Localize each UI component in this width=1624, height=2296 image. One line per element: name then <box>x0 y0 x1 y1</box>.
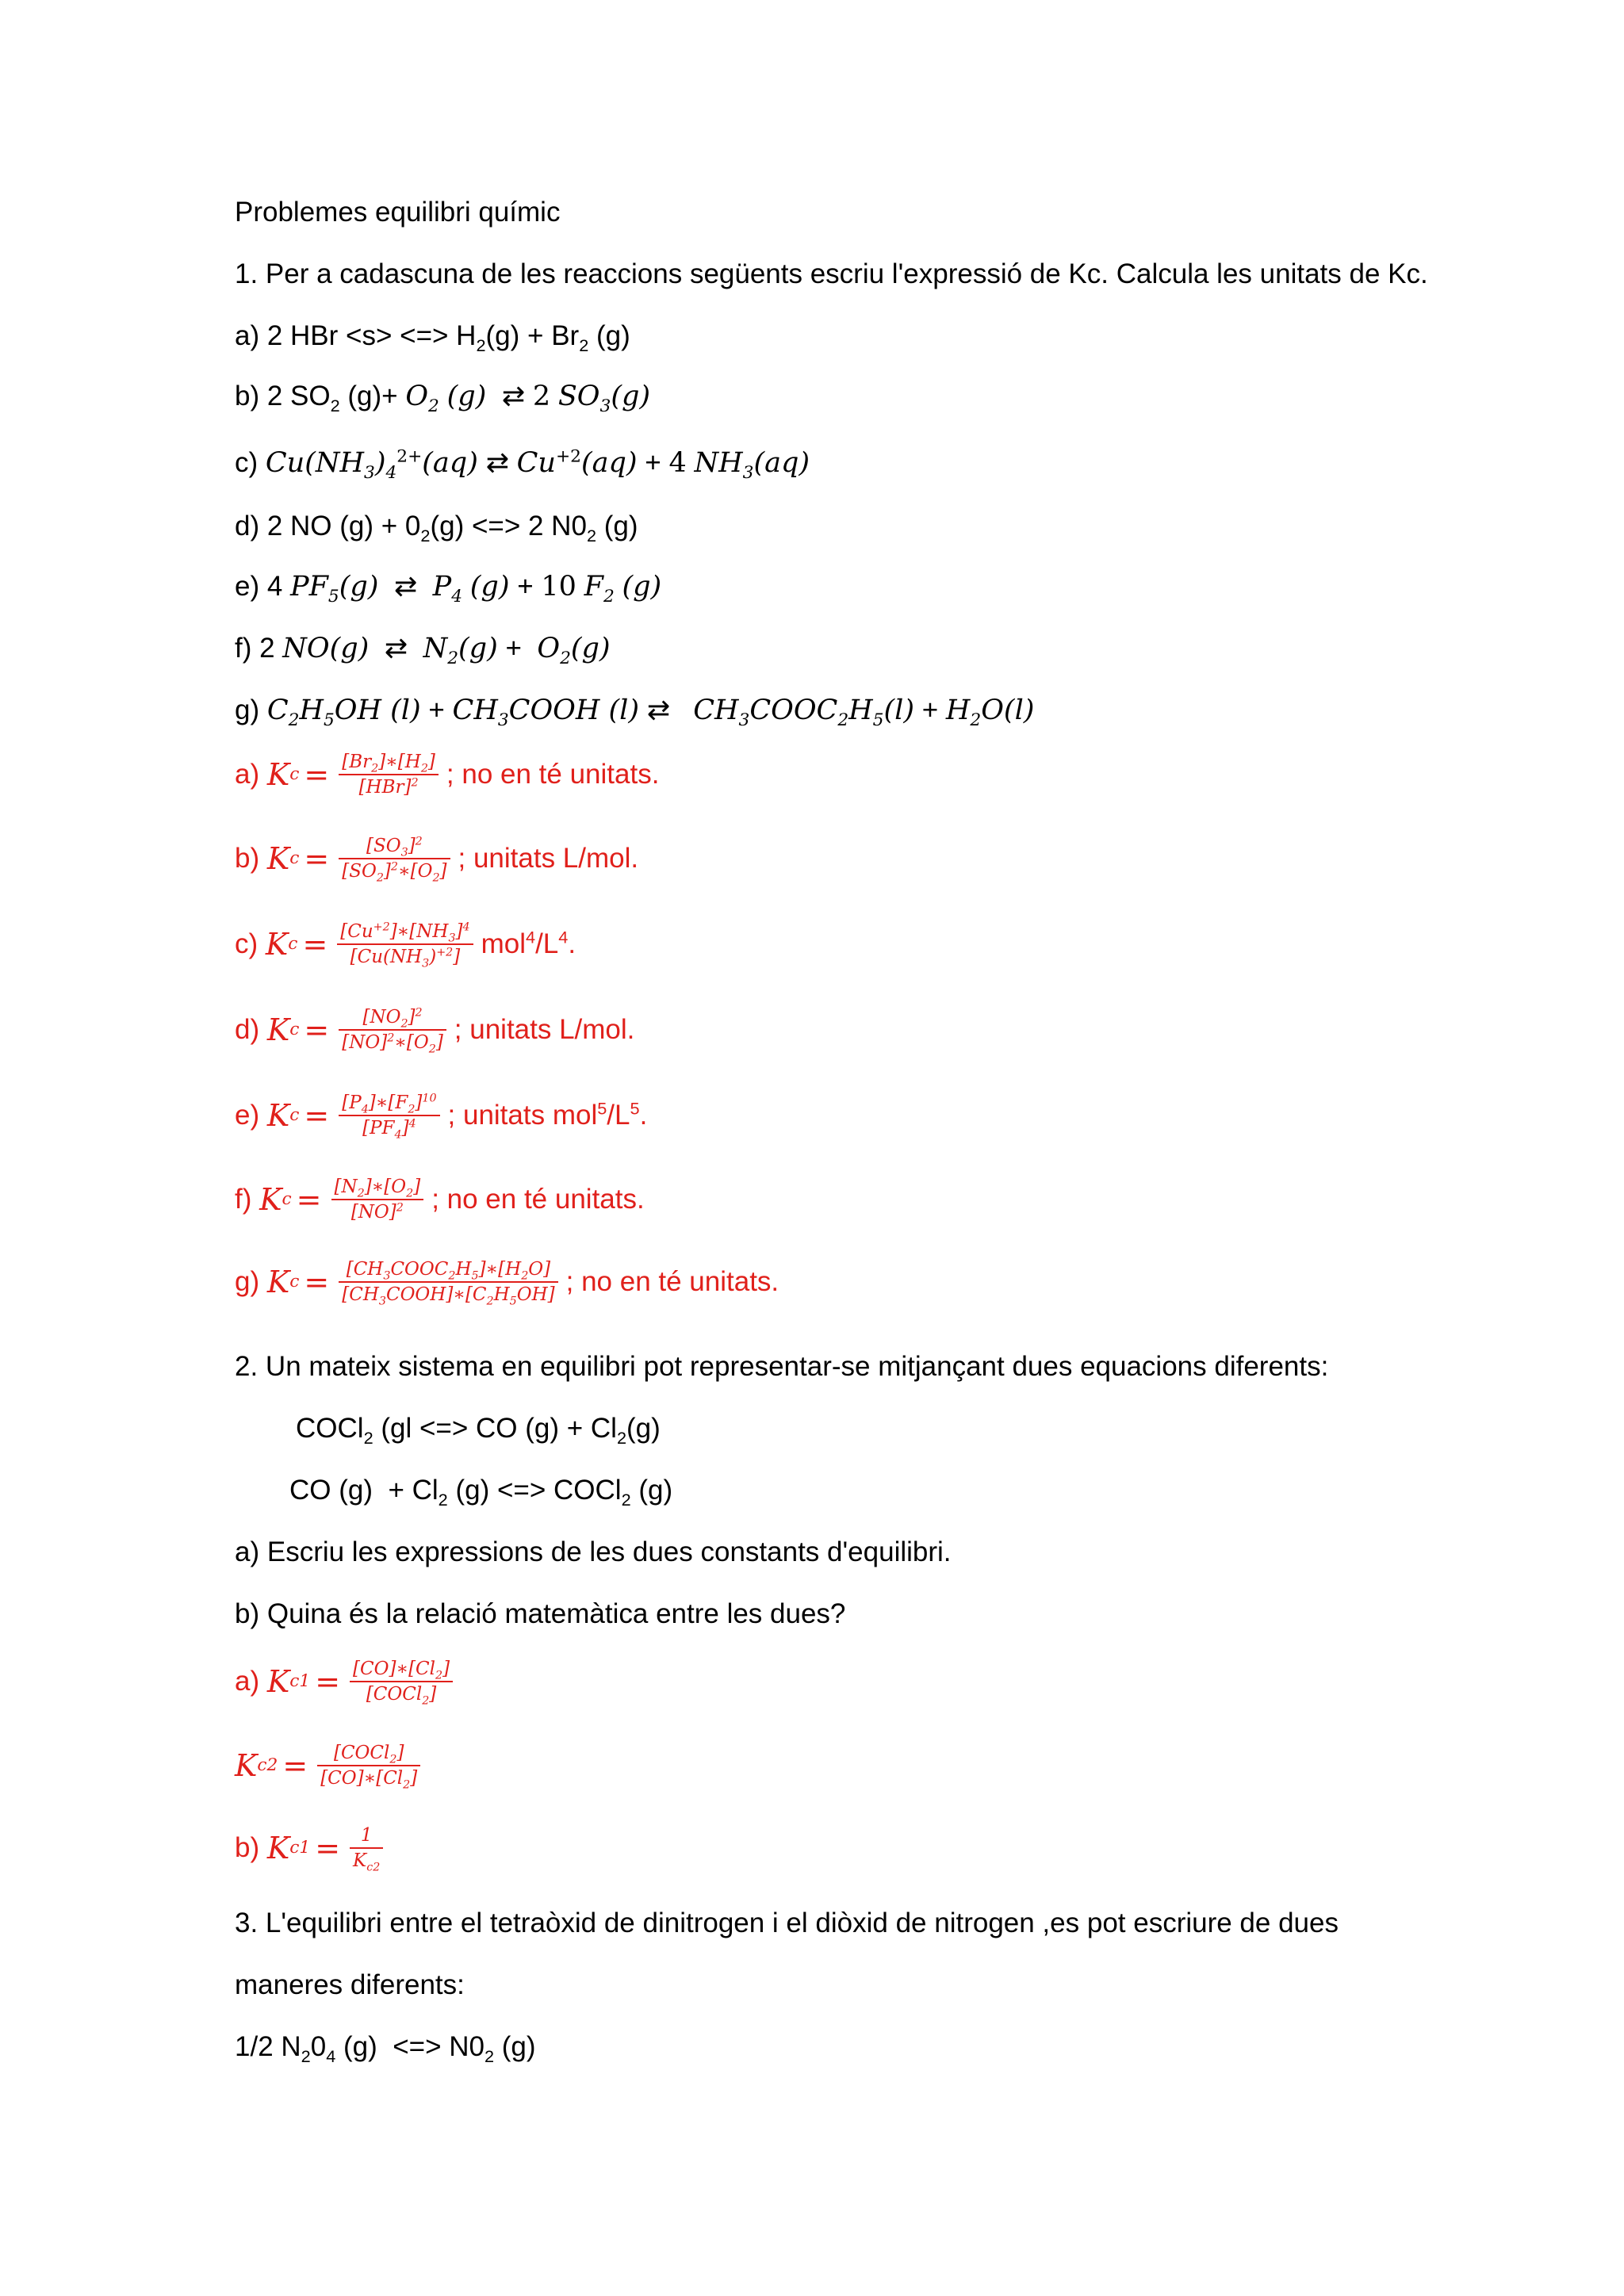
answer-e: e) K c = $\frac{[P_4]∗[F_2]^{10}}{[PF_4]^4}$ ; unitats $mol^5/L^5$. <box>235 1092 648 1142</box>
answer-2a-kc2: K c2 = $\frac{[COCl_2]}{[CO]∗[Cl_2]}$ <box>235 1741 425 1790</box>
reaction-e: e) 4 $PF_5(g)$ ⇄ $P_4$ (g) + 10 $F_2$ (g) <box>235 571 662 607</box>
answer-a: a) K c = $\frac{[Br_2]∗[H_2]}{[HBr]^2}$ ; no en té unitats. <box>235 752 660 798</box>
reaction-b: b) 2 $SO_2$ $(g)+ O_2$ (g) ⇄ 2 $SO_3(g)$ <box>235 381 651 416</box>
document-title: Problemes equilibri químic <box>235 197 561 228</box>
answer-2a-kc1: a) K c1 = $\frac{[CO]∗[Cl_2]}{[COCl_2]}$ <box>235 1657 458 1706</box>
answer-d: d) K c = $\frac{[NO_2]^2}{[NO]^2∗[O_2]}$ ; unitats L/mol. <box>235 1006 635 1056</box>
answer-b: b) K c = $\frac{[SO_3]^2}{[SO_2]^2∗[O_2]}$ ; unitats L/mol. <box>235 835 639 885</box>
reaction-c: c) $Cu(NH_3)_4^{2+}(aq)$ ⇄ $Cu^{+2}(aq) + 4$ $NH_3(aq)$ <box>235 446 810 483</box>
question-3-statement-line1: 3. L'equilibri entre el tetraòxid de dinitrogen i el diòxid de nitrogen ,es pot escriure de dues <box>235 1908 1339 1938</box>
question-2b: b) Quina és la relació matemàtica entre les dues? <box>235 1598 846 1629</box>
equation-3-1: 1/2 $N_20_4$ (g) <=> $N0_2$ (g) <box>235 2031 536 2066</box>
reaction-f: f) 2 NO(g) ⇄ $N_2(g) + O_2(g)$ <box>235 633 611 668</box>
answer-c: c) K c = $\frac{[Cu^{+2}]∗[NH_3]^4}{[Cu(NH_3)^{+2}]}$ $mol^4/L^4$. <box>235 920 576 970</box>
reaction-g: g) $C_2H_5OH$ $(l) + CH_3COOH$ (l) ⇄ $CH_3COOC_2H_5(l) + H_2O(l)$ <box>235 695 1035 730</box>
answer-g: g) K c = $\frac{[CH_3COOC_2H_5]∗[H_2O]}{[CH_3COOH]∗[C_2H_5OH]}$ ; no en té unitats. <box>235 1259 779 1308</box>
question-3-statement-line2: maneres diferents: <box>235 1969 465 2000</box>
reaction-d: d) 2 NO $(g) + 0_2(g)$ <=> 2 $N0_2$ (g) <box>235 511 638 545</box>
question-1-statement: 1. Per a cadascuna de les reaccions següents escriu l'expressió de Kc. Calcula les unitats de Kc. <box>235 258 1428 289</box>
equation-2-1: COCl$_2$ (gl <=> CO $(g) + Cl_2(g)$ <box>296 1413 661 1448</box>
equation-2-2: CO $(g) + Cl_2$ (g) <=> COCl$_2$ (g) <box>289 1475 673 1510</box>
reaction-a: a) 2 HBr <s> <=> $H_2(g) + Br_2$ (g) <box>235 320 630 355</box>
question-2-statement: 2. Un mateix sistema en equilibri pot representar-se mitjançant dues equacions diferents: <box>235 1351 1329 1382</box>
answer-f: f) K c = $\frac{[N_2]∗[O_2]}{[NO]^2}$ ; no en té unitats. <box>235 1177 645 1223</box>
question-2a: a) Escriu les expressions de les dues constants d'equilibri. <box>235 1536 952 1567</box>
answer-2b: b) K c1 = $\frac{1}{K_{c2}}$ <box>235 1823 388 1873</box>
